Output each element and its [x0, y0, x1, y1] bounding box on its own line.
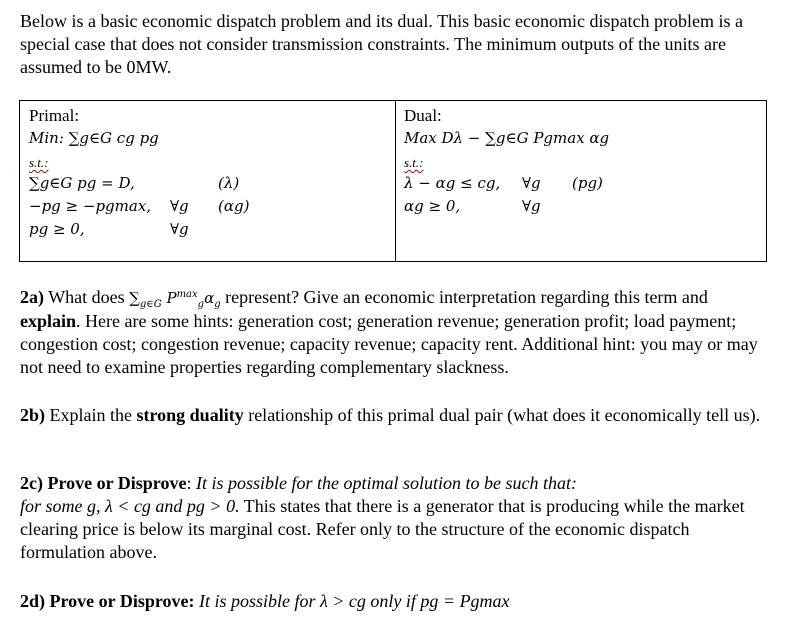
dual-constraint-nonneg: αg ≥ 0,: [404, 197, 461, 215]
primal-objective: Min: ∑g∈G cg pg: [29, 129, 159, 147]
primal-constraint-nonneg-forall: ∀g: [170, 220, 189, 238]
dual-heading: Dual:: [404, 106, 442, 125]
dual-constraint-price-primal: (pg): [572, 174, 603, 192]
primal-heading: Primal:: [29, 106, 80, 125]
question-2b-label: 2b): [20, 405, 46, 425]
dual-constraint-price-forall: ∀g: [522, 174, 541, 192]
intro-paragraph: Below is a basic economic dispatch problem and its dual. This basic economic dispatch problem is a special case that does not consider transmission constraints. The minimum outputs of the units are assumed to be 0MW.: [20, 11, 743, 77]
question-2a: [20, 286, 770, 379]
question-2d-label: 2d) Prove or Disprove:: [20, 591, 195, 611]
question-2b: [20, 404, 770, 427]
question-2c-explanation: This states that there is a generator that is producing while the market clearing price is below its marginal cost. Refer only to the structure of the economic dispatch formulation above.: [20, 496, 745, 562]
question-2a-text1: What does: [48, 287, 125, 307]
dual-objective: Max Dλ − ∑g∈G Pgmax αg: [404, 129, 610, 147]
primal-dual-table: [19, 100, 767, 262]
primal-constraint-capacity: −pg ≥ −pgmax,: [29, 197, 152, 215]
primal-constraint-nonneg: pg ≥ 0,: [29, 220, 85, 238]
question-2c-label: 2c) Prove or Disprove: [20, 473, 187, 493]
question-2c-statement: It is possible for the optimal solution to be such that:: [195, 473, 577, 493]
question-2a-label: 2a): [20, 287, 44, 307]
table-divider: [395, 101, 396, 261]
question-2a-text3: . Here are some hints: generation cost; generation revenue; generation profit; load payment; congestion cost; congestion revenue; capacity revenue; capacity rent. Additional hint: you may or may not need to examine properties regarding complementary slackness.: [20, 311, 758, 377]
primal-st: s.t.:: [29, 155, 49, 170]
question-2b-text1: Explain the: [49, 405, 132, 425]
primal-constraint-capacity-forall: ∀g: [170, 197, 189, 215]
question-2d-statement: It is possible for λ > cg only if pg = Pgmax: [198, 591, 510, 611]
primal-constraint-demand: ∑g∈G pg = D,: [29, 174, 135, 192]
primal-constraint-demand-dual: (λ): [218, 174, 240, 192]
dual-constraint-price: λ − αg ≤ cg,: [404, 174, 501, 192]
question-2a-sum-term: $\sum_{g\in G}$ $P^{max}_g\alpha_g$: [129, 289, 221, 310]
dual-st: s.t.:: [404, 155, 424, 170]
primal-constraint-capacity-dual: (αg): [218, 197, 250, 215]
question-2b-bold: strong duality: [136, 405, 244, 425]
question-2a-bold: explain: [20, 311, 77, 331]
dual-constraint-nonneg-forall: ∀g: [522, 197, 541, 215]
question-2c-condition: for some g, λ < cg and pg > 0.: [20, 496, 240, 516]
question-2a-text2: represent? Give an economic interpretation regarding this term and: [225, 287, 708, 307]
question-2c: 2c) Prove or Disprove: It is possible for the optimal solution to be such that: for some g, λ < cg and pg > 0. This states that there is a generator that is producing while the market clearing price is below its marginal cost. Refer only to the structure of the economic dispatch formulation above.: [20, 473, 745, 562]
question-2b-text2: relationship of this primal dual pair (what does it economically tell us).: [248, 405, 761, 425]
question-2d: [20, 590, 770, 613]
